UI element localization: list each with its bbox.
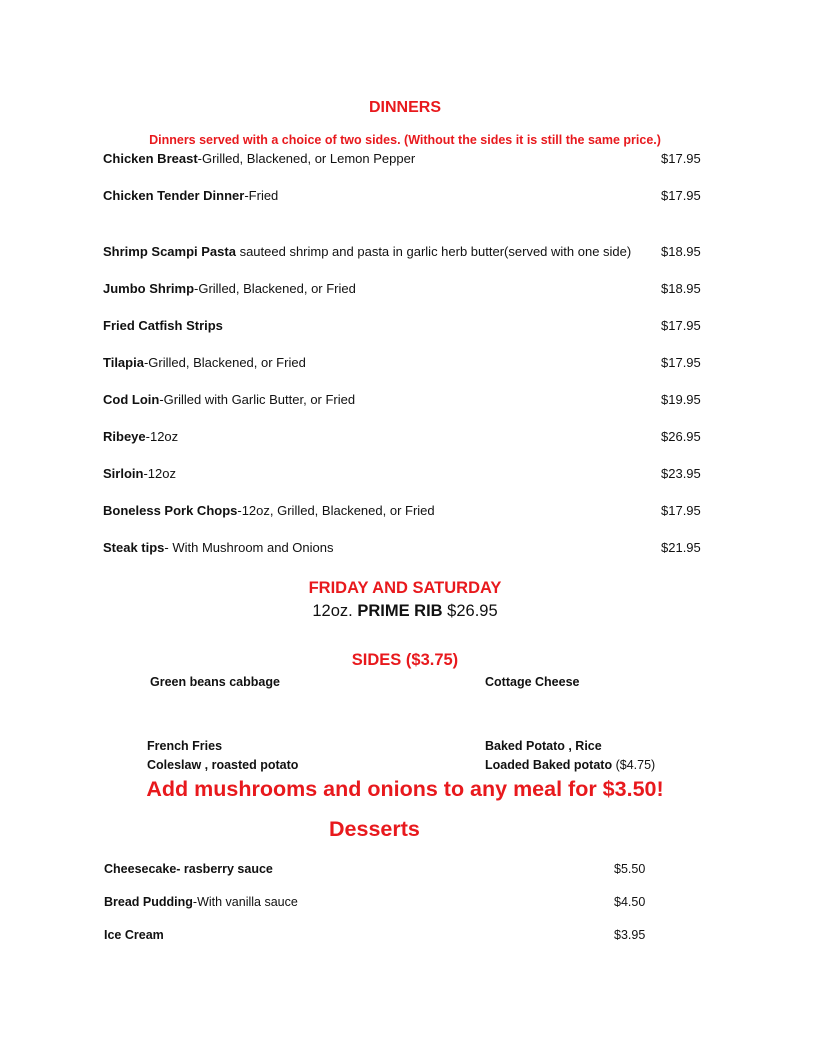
item-name: Ice Cream (104, 928, 164, 942)
item-desc: -12oz, Grilled, Blackened, or Fried (237, 503, 435, 518)
item-name: Chicken Tender Dinner (103, 188, 245, 203)
item-desc: -Grilled with Garlic Butter, or Fried (159, 392, 356, 407)
menu-item (103, 392, 355, 407)
dinners-note: Dinners served with a choice of two sides. (Without the sides it is still the same price.) (149, 133, 661, 147)
menu-item (103, 466, 176, 481)
item-desc: -Grilled, Blackened, or Fried (143, 355, 306, 370)
menu-item (103, 429, 178, 444)
item-price: $21.95 (661, 540, 701, 555)
item-desc: - With Mushroom and Onions (164, 540, 334, 555)
dessert-item (104, 895, 298, 909)
menu-item (103, 503, 435, 518)
item-name: Jumbo Shrimp (103, 281, 195, 296)
item-price: $17.95 (661, 188, 701, 203)
side-item-price: ($4.75) (615, 758, 656, 772)
dessert-item (104, 862, 273, 876)
item-name: Cheesecake- rasberry sauce (104, 862, 273, 876)
menu-item (103, 244, 631, 259)
special-price: $26.95 (447, 602, 498, 620)
item-name: Sirloin (103, 466, 144, 481)
item-desc: -Fried (244, 188, 279, 203)
menu-item (103, 540, 334, 555)
dessert-price: $4.50 (614, 895, 646, 909)
item-desc: -Grilled, Blackened, or Lemon Pepper (197, 151, 416, 166)
dessert-price: $3.95 (614, 928, 646, 942)
side-item: Green beans cabbage (150, 675, 280, 689)
item-name: Steak tips (103, 540, 165, 555)
item-desc: -12oz (145, 429, 179, 444)
item-price: $18.95 (661, 281, 701, 296)
menu-item (103, 281, 356, 296)
item-price: $18.95 (661, 244, 701, 259)
item-price: $23.95 (661, 466, 701, 481)
side-item (485, 758, 655, 772)
item-name: Cod Loin (103, 392, 160, 407)
special-line (0, 602, 810, 621)
dinners-heading: DINNERS (368, 99, 441, 116)
item-name: Fried Catfish Strips (103, 318, 223, 333)
item-price: $17.95 (661, 355, 701, 370)
item-name: Boneless Pork Chops (103, 503, 238, 518)
item-desc: sauteed shrimp and pasta in garlic herb butter(served with one side) (235, 244, 632, 259)
dessert-price: $5.50 (614, 862, 646, 876)
sides-heading: SIDES ($3.75) (351, 651, 459, 669)
side-item: French Fries (147, 739, 223, 753)
item-name: Chicken Breast (103, 151, 198, 166)
side-item: Cottage Cheese (485, 675, 580, 689)
menu-item (103, 188, 278, 203)
item-price: $19.95 (661, 392, 701, 407)
item-price: $17.95 (661, 318, 701, 333)
menu-item (103, 355, 306, 370)
desserts-heading: Desserts (329, 817, 420, 841)
special-size: 12oz. (312, 602, 353, 620)
menu-item (103, 318, 223, 333)
item-name: Tilapia (103, 355, 144, 370)
item-name: Ribeye (103, 429, 146, 444)
item-name: Shrimp Scampi Pasta (103, 244, 236, 259)
side-item: Coleslaw , roasted potato (147, 758, 299, 772)
dessert-item (104, 928, 164, 942)
item-desc: -12oz (143, 466, 176, 481)
special-heading: FRIDAY AND SATURDAY (308, 579, 502, 597)
special-name: PRIME RIB (357, 602, 443, 620)
item-desc: -With vanilla sauce (192, 895, 298, 909)
side-item: Baked Potato , Rice (485, 739, 602, 753)
item-desc: -Grilled, Blackened, or Fried (194, 281, 356, 296)
item-price: $17.95 (661, 503, 701, 518)
item-price: $26.95 (661, 429, 701, 444)
item-name: Bread Pudding (104, 895, 193, 909)
addon-banner: Add mushrooms and onions to any meal for $3.50! (146, 777, 664, 801)
side-item-name: Loaded Baked potato (485, 758, 613, 772)
menu-item (103, 151, 415, 166)
item-price: $17.95 (661, 151, 701, 166)
